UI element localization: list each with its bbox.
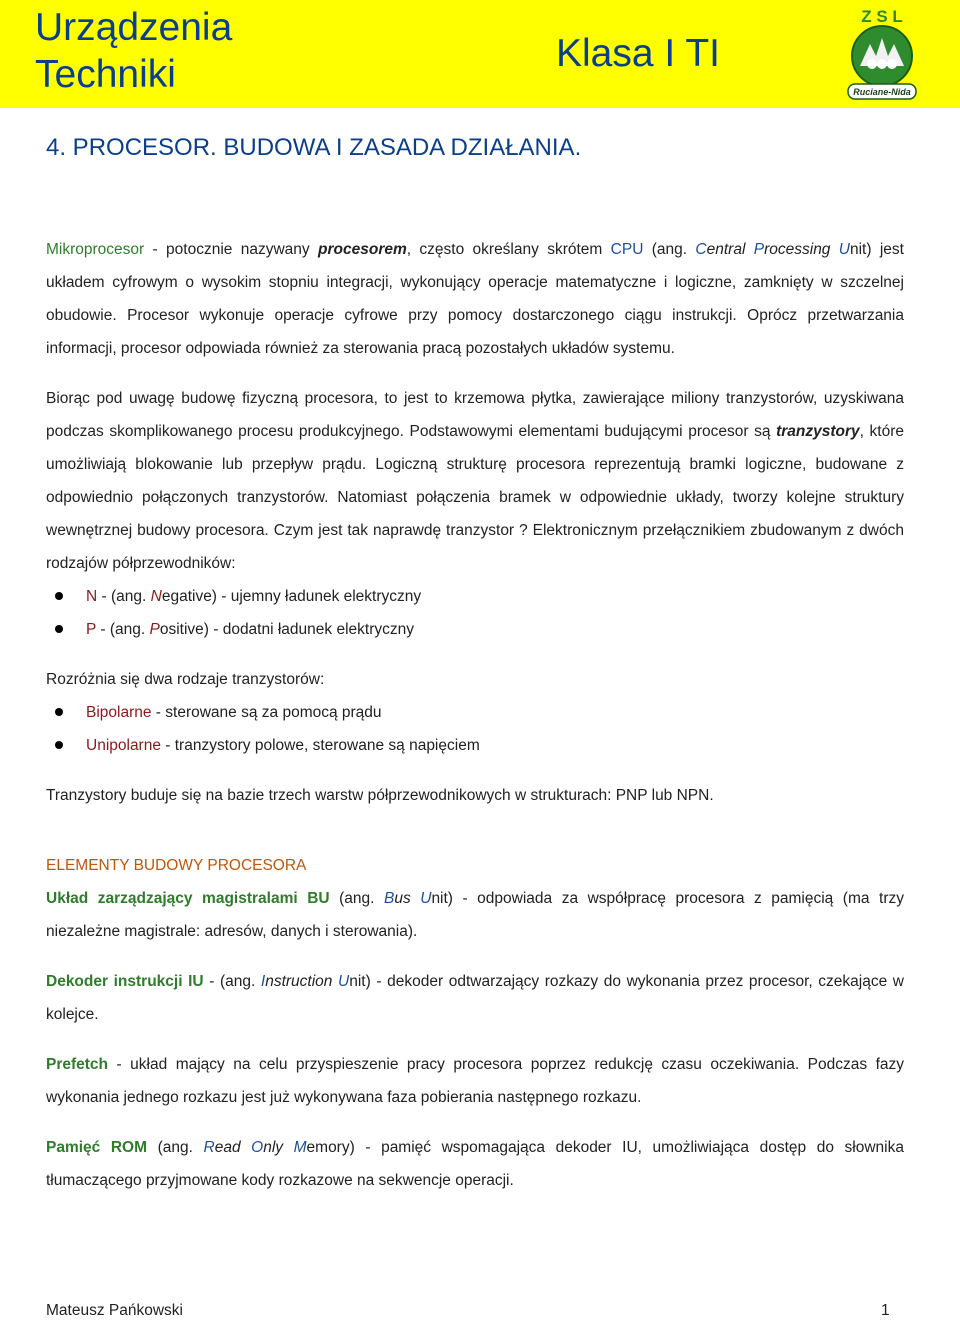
text-run: - potocznie nazywany bbox=[144, 241, 319, 258]
text-run: rocessing bbox=[764, 241, 839, 258]
text-run: us bbox=[394, 890, 421, 907]
transistor-paragraph bbox=[46, 382, 904, 580]
initial-letter: N bbox=[150, 588, 162, 605]
bullet-icon bbox=[55, 741, 63, 749]
term-tranzystory: tranzystory bbox=[776, 423, 860, 440]
initial-letter: P bbox=[753, 241, 765, 258]
text-run: - układ mający na celu przyspieszenie pracy procesora poprzez redukcję czasu oczekiwania. Podczas fazy wykonania jednego rozkazu jest już wykonywana faza pobierania następnego rozkazu. bbox=[46, 1056, 904, 1106]
element-rom bbox=[46, 1131, 904, 1197]
types-intro: Rozróżnia się dwa rodzaje tranzystorów: bbox=[46, 671, 325, 688]
element-iu bbox=[46, 965, 904, 1031]
text-run: nly bbox=[263, 1139, 294, 1156]
text-run: - (ang. bbox=[96, 621, 150, 638]
element-prefetch bbox=[46, 1048, 904, 1114]
text-run: , które umożliwiają blokowanie lub przepływ prądu. Logiczną strukturę procesora reprezentują bramki logiczne, budowane z odpowiednio połączonych tranzystorów. Natomiast połączenia bramek w odpowiednie układy, tworzy kolejne struktury wewnętrznej budowy procesora. Czym jest tak naprawdę tranzystor ? Elektronicznym przełącznikiem zbudowanym z dwóch rodzajów półprzewodników: bbox=[46, 423, 904, 572]
list-item bbox=[46, 696, 904, 729]
text-run: - (ang. bbox=[97, 588, 151, 605]
initial-letter: U bbox=[338, 973, 350, 990]
text-run: nit) - odpowiada za współpracę procesora z pamięcią (ma trzy niezależne magistrale: adresów, danych i sterowania). bbox=[46, 890, 904, 940]
semi-name: N bbox=[86, 588, 98, 605]
subject-line-2: Techniki bbox=[35, 53, 176, 96]
text-run: emory) - pamięć wspomagająca dekoder IU, umożliwiająca dostęp do słownika tłumaczącego przyjmowane kody rozkazowe na sekwencje operacji. bbox=[46, 1139, 904, 1189]
initial-letter: O bbox=[251, 1139, 264, 1156]
class-label: Klasa I TI bbox=[556, 32, 721, 75]
semi-name: P bbox=[86, 621, 97, 638]
term-procesor: procesorem bbox=[318, 241, 407, 258]
text-run: ositive) - dodatni ładunek elektryczny bbox=[159, 621, 414, 638]
transistor-types-list bbox=[46, 696, 904, 762]
text-run: - (ang. bbox=[203, 973, 261, 990]
document-body bbox=[46, 233, 904, 1197]
type-desc: - tranzystory polowe, sterowane są napięciem bbox=[160, 737, 480, 754]
initial-letter: B bbox=[383, 890, 395, 907]
text-run: entral bbox=[706, 241, 754, 258]
bullet-icon bbox=[55, 592, 63, 600]
footer-author: Mateusz Pańkowski bbox=[46, 1302, 183, 1319]
text-run: nit) - dekoder odtwarzający rozkazy do wykonania przez procesor, czekające w kolejce. bbox=[46, 973, 904, 1023]
page-title: 4. PROCESOR. BUDOWA I ZASADA DZIAŁANIA. bbox=[46, 134, 582, 161]
element-name: Dekoder instrukcji IU bbox=[46, 973, 204, 990]
element-name: Układ zarządzający magistralami BU bbox=[46, 890, 330, 907]
list-item bbox=[46, 580, 904, 613]
structures-paragraph: Tranzystory buduje się na bazie trzech warstw półprzewodnikowych w strukturach: PNP lub NPN. bbox=[46, 787, 714, 804]
bullet-icon bbox=[55, 708, 63, 716]
bullet-icon bbox=[55, 625, 63, 633]
subject-title bbox=[35, 4, 232, 98]
type-name: Unipolarne bbox=[86, 737, 161, 754]
text-run: nstruction bbox=[265, 973, 339, 990]
subject-line-1: Urządzenia bbox=[35, 6, 233, 49]
initial-letter: U bbox=[420, 890, 432, 907]
logo-top-text: Z S L bbox=[861, 7, 903, 26]
term-mikroprocesor: Mikroprocesor bbox=[46, 241, 145, 258]
initial-letter: U bbox=[838, 241, 850, 258]
term-cpu: CPU bbox=[610, 241, 644, 258]
page-number: 1 bbox=[881, 1302, 890, 1319]
text-run: ead bbox=[214, 1139, 252, 1156]
logo-badge-text: Ruciane-Nida bbox=[853, 87, 911, 97]
text-run: (ang. bbox=[329, 890, 384, 907]
element-name: Prefetch bbox=[46, 1056, 109, 1073]
school-logo bbox=[842, 4, 922, 104]
element-name: Pamięć ROM bbox=[46, 1139, 148, 1156]
list-item bbox=[46, 613, 904, 646]
type-name: Bipolarne bbox=[86, 704, 152, 721]
text-run: (ang. bbox=[147, 1139, 204, 1156]
elements-heading: ELEMENTY BUDOWY PROCESORA bbox=[46, 857, 307, 874]
element-bu bbox=[46, 882, 904, 948]
initial-letter: I bbox=[260, 973, 266, 990]
text-run: Biorąc pod uwagę budowę fizyczną procesora, to jest to krzemowa płytka, zawierające miliony tranzystorów, uzyskiwana podczas skomplikowanego procesu produkcyjnego. Podstawowymi elementami budującymi procesor są bbox=[46, 390, 904, 440]
initial-letter: M bbox=[293, 1139, 307, 1156]
intro-paragraph bbox=[46, 233, 904, 365]
type-desc: - sterowane są za pomocą prądu bbox=[151, 704, 382, 721]
text-run: (ang. bbox=[643, 241, 696, 258]
semiconductor-list bbox=[46, 580, 904, 646]
text-run: nit) jest układem cyfrowym o wysokim stopniu integracji, wykonujący operacje matematyczne i logiczne, zamknięty w szczelnej obudowie. Procesor wykonuje operacje cyfrowe przy pomocy dostarczonego ciągu instrukcji. Oprócz przetwarzania informacji, procesor odpowiada również za sterowania pracą pozostałych układów systemu. bbox=[46, 241, 904, 357]
text-run: egative) - ujemny ładunek elektryczny bbox=[161, 588, 422, 605]
page-header bbox=[0, 0, 960, 108]
initial-letter: C bbox=[695, 241, 707, 258]
initial-letter: R bbox=[203, 1139, 215, 1156]
list-item bbox=[46, 729, 904, 762]
initial-letter: P bbox=[149, 621, 160, 638]
text-run: , często określany skrótem bbox=[406, 241, 611, 258]
